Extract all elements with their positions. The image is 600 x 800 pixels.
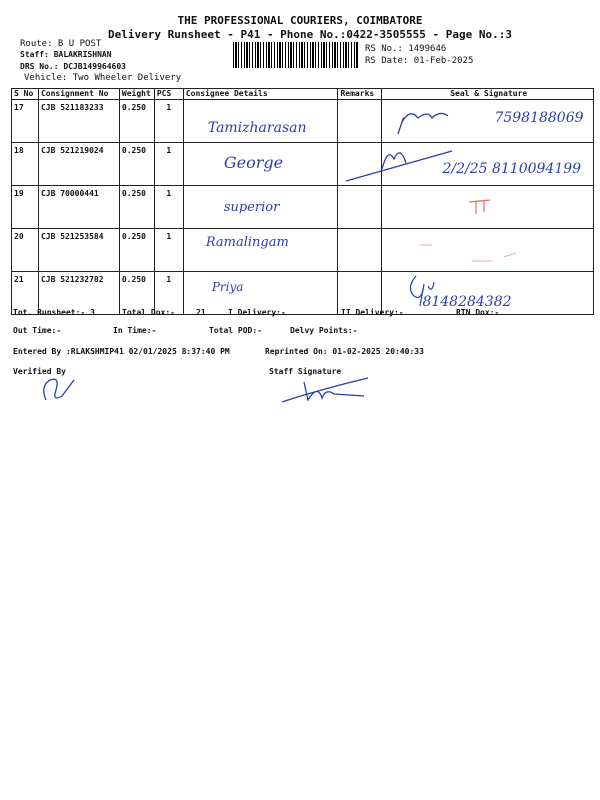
rtn-dox: RTN Dox:- xyxy=(456,308,500,317)
table-row xyxy=(12,229,594,272)
route-label: Route: B U POST xyxy=(20,39,102,49)
sno-cell: 18 xyxy=(12,143,39,186)
staff-signature xyxy=(278,372,378,406)
phone-handwriting: 7598188069 xyxy=(494,110,584,126)
total-pod: Total POD:- xyxy=(209,326,262,335)
pcs-cell: 1 xyxy=(154,186,183,229)
col-header: Remarks xyxy=(338,89,382,100)
sno-cell: 19 xyxy=(12,186,39,229)
consignee-handwriting: George xyxy=(223,153,284,172)
total-dox-label: Total Dox:- xyxy=(122,308,175,317)
remarks-cell xyxy=(338,229,382,272)
table-row xyxy=(12,186,594,229)
col-header: Consignee Details xyxy=(183,89,338,100)
ii-delivery: II Delivery:- xyxy=(341,308,404,317)
rs-date: RS Date: 01-Feb-2025 xyxy=(365,56,474,66)
verifier-signature xyxy=(38,376,78,404)
vehicle-label: Vehicle: Two Wheeler Delivery xyxy=(24,73,182,83)
col-header: Consignment No xyxy=(38,89,119,100)
consignee-handwriting: Priya xyxy=(211,280,244,294)
drs-label: DRS No.: DCJB149964603 xyxy=(20,62,126,71)
date-phone-handwriting: 2/2/25 8110094199 xyxy=(442,161,582,177)
delvy-points: Delvy Points:- xyxy=(290,326,358,335)
runsheet-subtitle: Delivery Runsheet - P41 - Phone No.:0422-3505555 - Page No.:3 xyxy=(108,28,512,41)
phone-handwriting: 8148284382 xyxy=(422,294,512,310)
pcs-cell: 1 xyxy=(154,272,183,315)
seal-cell xyxy=(382,186,594,229)
table-header-row xyxy=(12,89,594,100)
consignment-cell: CJB 70000441 xyxy=(38,186,119,229)
in-time: In Time:- xyxy=(113,326,157,335)
weight-cell: 0.250 xyxy=(119,186,154,229)
stamp-mark xyxy=(412,237,522,267)
col-header: PCS xyxy=(154,89,183,100)
sno-cell: 17 xyxy=(12,100,39,143)
out-time: Out Time:- xyxy=(13,326,62,335)
seal-cell xyxy=(382,229,594,272)
entered-by: Entered By :RLAKSHMIP41 02/01/2025 8:37:40 PM xyxy=(13,347,230,356)
col-header: S No xyxy=(12,89,39,100)
col-header: Weight xyxy=(119,89,154,100)
tot-runsheet: Tot. Runsheet:- 3 xyxy=(13,308,95,317)
consignment-cell: CJB 521219024 xyxy=(38,143,119,186)
weight-cell: 0.250 xyxy=(119,272,154,315)
barcode xyxy=(233,42,358,68)
consignee-cell xyxy=(183,229,338,272)
consignment-cell: CJB 521232782 xyxy=(38,272,119,315)
reprinted-on: Reprinted On: 01-02-2025 20:40:33 xyxy=(265,347,424,356)
company-title: THE PROFESSIONAL COURIERS, COIMBATORE xyxy=(177,14,423,27)
seal-cell xyxy=(382,100,594,143)
pcs-cell: 1 xyxy=(154,229,183,272)
table-row xyxy=(12,100,594,143)
seal-cell xyxy=(382,143,594,186)
signature-mark xyxy=(388,104,458,138)
staff-signature-label: Staff Signature xyxy=(269,367,342,376)
stamp-mark xyxy=(466,196,496,220)
weight-cell: 0.250 xyxy=(119,229,154,272)
consignment-cell: CJB 521183233 xyxy=(38,100,119,143)
consignee-handwriting: superior xyxy=(223,200,280,215)
runsheet-table xyxy=(11,88,594,315)
weight-cell: 0.250 xyxy=(119,143,154,186)
staff-label: Staff: BALAKRISHNAN xyxy=(20,50,112,59)
table-row xyxy=(12,143,594,186)
sno-cell: 20 xyxy=(12,229,39,272)
sno-cell: 21 xyxy=(12,272,39,315)
consignee-cell xyxy=(183,143,338,186)
pcs-cell: 1 xyxy=(154,143,183,186)
consignee-cell xyxy=(183,186,338,229)
consignee-handwriting: Ramalingam xyxy=(205,235,289,250)
total-dox-value: 21 xyxy=(196,308,206,317)
remarks-cell xyxy=(338,100,382,143)
table-row xyxy=(12,272,594,315)
remarks-cell xyxy=(338,186,382,229)
col-header: Seal & Signature xyxy=(382,89,594,100)
verified-by-label: Verified By xyxy=(13,367,66,376)
consignment-cell: CJB 521253584 xyxy=(38,229,119,272)
consignee-handwriting: Tamizharasan xyxy=(207,120,307,136)
weight-cell: 0.250 xyxy=(119,100,154,143)
i-delivery: I Delivery:- xyxy=(228,308,286,317)
consignee-cell xyxy=(183,100,338,143)
rs-number: RS No.: 1499646 xyxy=(365,44,447,54)
pcs-cell: 1 xyxy=(154,100,183,143)
